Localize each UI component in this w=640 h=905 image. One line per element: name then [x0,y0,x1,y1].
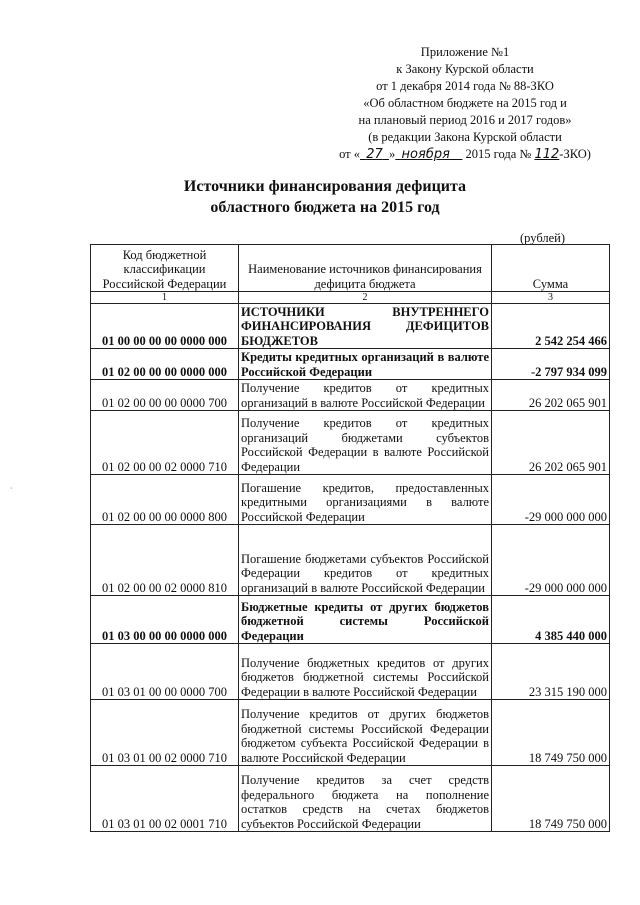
table-row [91,596,610,644]
appendix-line-7 [320,146,610,163]
table-row [91,475,610,525]
row-amount: 26 202 065 901 [492,411,610,475]
table-row [91,411,610,475]
row-amount: 4 385 440 000 [492,596,610,644]
document-title [160,176,490,218]
table-row [91,644,610,700]
law-number-suffix: -ЗКО) [559,147,591,161]
row-amount: 26 202 065 901 [492,380,610,411]
table-row [91,766,610,832]
column-number: 2 [239,292,492,304]
date-year-number-label: 2015 года № [465,147,532,161]
row-name: Погашение бюджетами субъектов Российской Федерации кредитов от кредитных организаций в валюте Российской Федерации [239,525,492,596]
row-code: 01 03 01 00 00 0000 700 [91,644,239,700]
date-day-handwritten: 27 [366,147,383,162]
table-row [91,700,610,766]
row-name: ИСТОЧНИКИ ВНУТРЕННЕГО ФИНАНСИРОВАНИЯ ДЕФИЦИТОВ БЮДЖЕТОВ [239,304,492,349]
appendix-line-3: от 1 декабря 2014 года № 88-ЗКО [376,79,554,93]
row-code: 01 02 00 00 00 0000 000 [91,349,239,380]
row-amount: 23 315 190 000 [492,644,610,700]
row-code: 01 03 01 00 02 0001 710 [91,766,239,832]
date-prefix: от « [339,147,360,161]
date-close-quote: » [389,147,396,161]
table-row [91,380,610,411]
sources-table [90,244,610,832]
units-label: (рублей) [520,231,566,245]
row-name: Бюджетные кредиты от других бюджетов бюджетной системы Российской Федерации [239,596,492,644]
column-number: 3 [492,292,610,304]
row-name: Получение кредитов от кредитных организаций в валюте Российской Федерации [239,380,492,411]
appendix-header [320,44,610,163]
appendix-line-2: к Закону Курской области [396,62,534,76]
header-code: Код бюджетной классификации Российской Федерации [91,245,239,292]
row-amount: -29 000 000 000 [492,525,610,596]
column-number: 1 [91,292,239,304]
column-number-row [91,292,610,304]
row-name: Получение бюджетных кредитов от других бюджетов бюджетной системы Российской Федерации в валюте Российской Федерации [239,644,492,700]
row-name: Погашение кредитов, предоставленных кредитными организациями в валюте Российской Федерации [239,475,492,525]
appendix-line-6: (в редакции Закона Курской области [368,130,562,144]
header-amount: Сумма [492,245,610,292]
table-row [91,525,610,596]
appendix-line-4: «Об областном бюджете на 2015 год и [363,96,567,110]
row-code: 01 02 00 00 00 0000 700 [91,380,239,411]
row-amount: 2 542 254 466 [492,304,610,349]
table-row [91,349,610,380]
row-amount: -2 797 934 099 [492,349,610,380]
appendix-line-5: на плановый период 2016 и 2017 годов» [358,113,572,127]
law-number-handwritten: 112 [534,147,560,162]
row-code: 01 02 00 00 02 0000 810 [91,525,239,596]
appendix-line-1: Приложение №1 [420,45,510,59]
row-name: Получение кредитов за счет средств федерального бюджета на пополнение остатков средств на счетах бюджетов субъектов Российской Федерации [239,766,492,832]
row-code: 01 03 00 00 00 0000 000 [91,596,239,644]
row-name: Получение кредитов от кредитных организаций бюджетами субъектов Российской Федерации в валюте Российской Федерации [239,411,492,475]
row-amount: -29 000 000 000 [492,475,610,525]
row-amount: 18 749 750 000 [492,700,610,766]
row-code: 01 03 01 00 02 0000 710 [91,700,239,766]
row-code: 01 02 00 00 02 0000 710 [91,411,239,475]
row-amount: 18 749 750 000 [492,766,610,832]
row-name: Кредиты кредитных организаций в валюте Российской Федерации [239,349,492,380]
row-code: 01 02 00 00 00 0000 800 [91,475,239,525]
title-line-2: областного бюджета на 2015 год [210,199,440,216]
row-code: 01 00 00 00 00 0000 000 [91,304,239,349]
header-name: Наименование источников финансирования дефицита бюджета [239,245,492,292]
date-month-handwritten: ноября [401,147,450,162]
scan-margin-mark: · [10,484,13,493]
row-name: Получение кредитов от других бюджетов бюджетной системы Российской Федерации бюджетом субъекта Российской Федерации в валюте Российской Федерации [239,700,492,766]
table-row [91,304,610,349]
title-line-1: Источники финансирования дефицита [183,178,467,195]
table-header-row [91,245,610,292]
